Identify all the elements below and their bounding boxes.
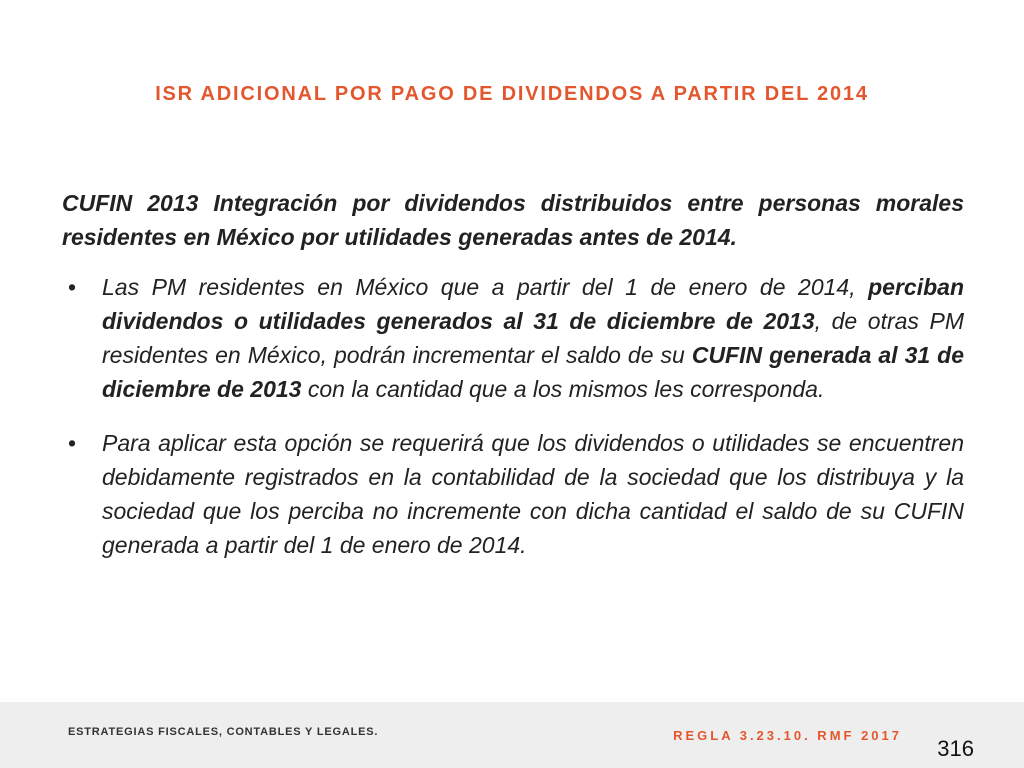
bullet-icon: • [68,430,77,456]
footer-rule-reference: REGLA 3.23.10. RMF 2017 [673,728,902,743]
bullet-1-segment-3: , de otras PM residentes en México, podrán incrementar el saldo de su [102,308,964,368]
bullet-text-1 [102,274,964,402]
bullet-1-segment-4: CUFIN generada al 31 de diciembre de 2013 [102,342,964,402]
bullet-1-segment-5: con la cantidad que a los mismos les corresponda. [301,376,825,402]
bullet-item-1 [62,270,964,406]
bullet-text-2: Para aplicar esta opción se requerirá que los dividendos o utilidades se encuentren debidamente registrados en la contabilidad de la sociedad que los distribuya y la sociedad que los perciba no incremente con dicha cantidad el saldo de su CUFIN generada a partir del 1 de enero de 2014. [102,430,964,558]
intro-paragraph: CUFIN 2013 Integración por dividendos distribuidos entre personas morales residentes en México por utilidades generadas antes de 2014. [62,190,964,250]
bullet-icon: • [68,274,77,300]
bullet-item-2 [62,426,964,562]
footer-company-text: ESTRATEGIAS FISCALES, CONTABLES Y LEGALES. [68,726,379,738]
footer-bar [0,702,1024,768]
page-number: 316 [937,736,974,761]
bullet-1-segment-2: perciban dividendos o utilidades generados al 31 de diciembre de 2013 [102,274,964,334]
bullet-1-segment-1: Las PM residentes en México que a partir del 1 de enero de 2014, [102,274,869,300]
slide-title: ISR ADICIONAL POR PAGO DE DIVIDENDOS A PARTIR DEL 2014 [155,83,869,105]
slide-content [62,186,964,582]
